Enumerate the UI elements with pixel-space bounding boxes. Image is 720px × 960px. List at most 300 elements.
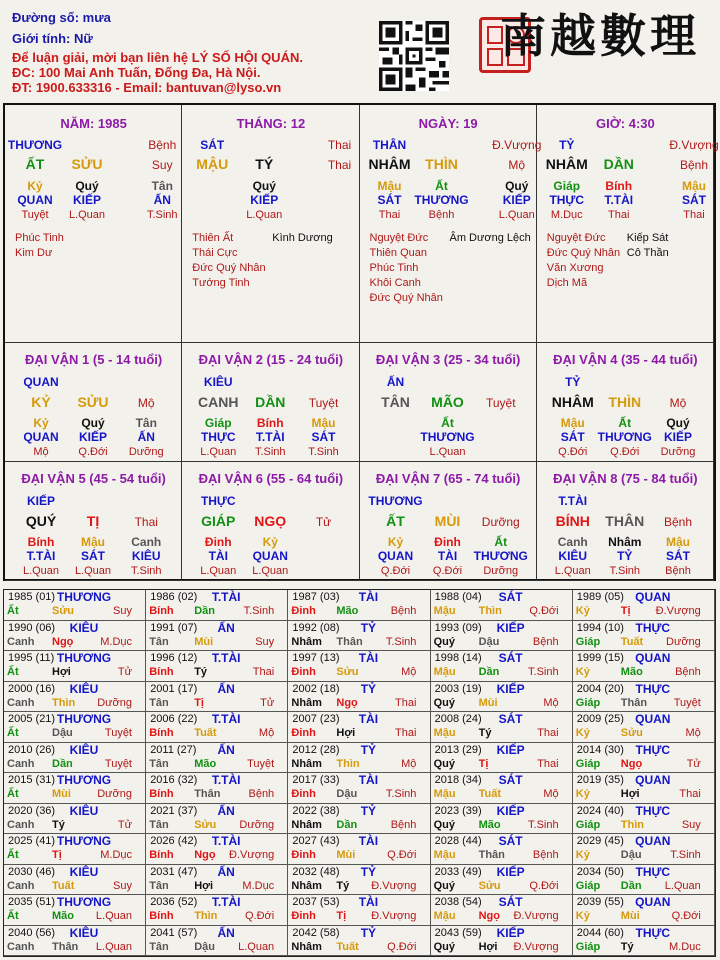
- year-cell: [146, 682, 288, 713]
- year-label: 2011 (27): [150, 743, 197, 756]
- year-ten-god: TỶ: [360, 681, 377, 696]
- year-ten-god: KIẾP: [496, 803, 525, 818]
- year-ten-god: ẤN: [217, 681, 235, 696]
- year-label: 2020 (36): [8, 804, 56, 817]
- hidden-stem: Kỷ: [33, 416, 49, 430]
- year-cell: [431, 621, 573, 652]
- year-branch: Dần: [478, 666, 500, 678]
- year-stage: Thai: [252, 666, 275, 678]
- year-stem: Canh: [7, 940, 35, 953]
- year-cell: [146, 804, 288, 835]
- year-branch: Ngọ: [620, 757, 643, 770]
- year-stem: Mậu: [433, 910, 456, 922]
- year-branch: Thìn: [194, 910, 218, 922]
- year-branch: Ngọ: [478, 910, 500, 922]
- year-stage: Đ.Vượng: [513, 910, 559, 922]
- hidden-stage: L.Quan: [200, 565, 237, 577]
- hidden-stage: Thai: [683, 209, 705, 221]
- pillar-4: [537, 105, 719, 343]
- ten-god: TỶ: [565, 375, 581, 389]
- ten-god: TỶ: [559, 138, 575, 152]
- luck-title: ĐẠI VẬN 6 (55 - 64 tuổi): [198, 471, 344, 486]
- year-stem: Kỷ: [575, 910, 590, 922]
- year-stage: Suy: [681, 818, 701, 831]
- shen-sha: Đức Quý Nhân: [369, 292, 443, 304]
- year-stem: Bính: [149, 788, 174, 800]
- year-ten-god: TỶ: [360, 803, 377, 818]
- year-cell: [288, 590, 430, 621]
- year-label: 1990 (06): [8, 621, 56, 634]
- earthly-branch: SỬU: [71, 156, 103, 172]
- hidden-stem: Đinh: [204, 535, 232, 549]
- year-stem: Nhâm: [291, 879, 322, 892]
- year-branch: Tuất: [336, 940, 359, 953]
- year-branch: Dậu: [194, 940, 215, 953]
- year-ten-god: ẤN: [217, 620, 235, 635]
- year-label: 2014 (30): [576, 743, 624, 756]
- year-ten-god: TỶ: [360, 742, 377, 757]
- year-branch: Tị: [620, 605, 631, 617]
- year-stem: Giáp: [575, 879, 601, 892]
- hidden-stem: Quý: [81, 416, 105, 430]
- year-branch: Tị: [478, 757, 489, 770]
- hidden-ten-god: T.TÀI: [26, 549, 56, 563]
- year-ten-god: KIÊU: [69, 742, 99, 757]
- pillar-3: [360, 105, 542, 343]
- branch-state: Mộ: [508, 158, 526, 172]
- year-label: 2038 (54): [434, 896, 482, 908]
- year-branch: Sửu: [478, 879, 501, 892]
- luck-title: ĐẠI VẬN 1 (5 - 14 tuổi): [25, 352, 163, 367]
- hidden-ten-god: SÁT: [81, 549, 105, 563]
- hidden-stem: Giáp: [204, 416, 232, 430]
- year-label: 2016 (32): [150, 774, 198, 786]
- year-branch: Mão: [478, 818, 501, 831]
- shen-sha: Thiên Ất: [192, 232, 234, 244]
- hidden-ten-god: THƯƠNG: [473, 549, 528, 563]
- luck-title: ĐẠI VẬN 4 (35 - 44 tuổi): [553, 352, 698, 367]
- contact-invite: Để luận giải, mời bạn liên hệ LÝ SỐ HỘI QUÁN.: [12, 50, 303, 65]
- year-label: 1988 (04): [434, 591, 482, 603]
- year-cell: [288, 682, 430, 713]
- year-ten-god: TÀI: [358, 590, 379, 604]
- year-cell: [573, 651, 715, 682]
- hidden-stem: Mậu: [377, 179, 402, 193]
- year-label: 2032 (48): [292, 865, 340, 878]
- year-label: 1993 (09): [434, 621, 482, 634]
- year-branch: Tị: [52, 849, 62, 861]
- luck-pillar-1: [5, 343, 182, 462]
- hidden-stem: Kỷ: [387, 535, 404, 549]
- ten-god: KIẾP: [26, 494, 56, 508]
- year-stem: Canh: [7, 635, 35, 648]
- luck-pillar-6: [182, 462, 359, 581]
- year-stem: Kỷ: [575, 727, 590, 739]
- year-cell: [4, 621, 146, 652]
- heavenly-stem: TÂN: [381, 394, 410, 410]
- annual-luck-table: [3, 589, 716, 957]
- year-branch: Hợi: [194, 879, 214, 892]
- hidden-stem: Giáp: [553, 179, 581, 193]
- heavenly-stem: NHÂM: [545, 156, 588, 172]
- year-cell: [4, 743, 146, 774]
- year-stage: Q.Đới: [387, 940, 417, 953]
- hidden-stem: Mậu: [311, 416, 336, 430]
- luck-pillar-5: [5, 462, 182, 581]
- shen-sha: Nguyệt Đức: [369, 232, 429, 244]
- hidden-stem: Bính: [256, 416, 284, 430]
- hidden-stem: Bính: [27, 535, 55, 549]
- shen-sha: Dịch Mã: [546, 277, 588, 289]
- year-stage: Dưỡng: [666, 635, 701, 648]
- year-label: 2043 (59): [434, 926, 482, 939]
- hidden-stem: Mậu: [560, 416, 585, 430]
- branch-state: Thai: [134, 515, 158, 529]
- year-stem: Kỷ: [575, 666, 590, 678]
- year-cell: [573, 804, 715, 835]
- hidden-ten-god: QUAN: [17, 193, 53, 207]
- year-stem: Mậu: [433, 788, 456, 800]
- year-ten-god: THỰC: [635, 681, 671, 696]
- earthly-branch: DẦN: [255, 394, 286, 410]
- luck-title: ĐẠI VẬN 5 (45 - 54 tuổi): [21, 471, 166, 486]
- hidden-stage: Mộ: [33, 446, 49, 458]
- year-stage: T.Sinh: [670, 849, 701, 861]
- year-label: 1998 (14): [434, 652, 482, 664]
- heavenly-stem: NHÂM: [551, 394, 594, 410]
- year-stage: Tử: [117, 666, 132, 678]
- year-stage: L.Quan: [95, 940, 132, 953]
- branch-state: Tử: [315, 515, 332, 529]
- year-label: 2028 (44): [434, 835, 482, 847]
- hidden-stem: Bính: [605, 179, 633, 193]
- year-label: 2000 (16): [8, 682, 56, 695]
- earthly-branch: NGỌ: [254, 513, 287, 529]
- year-branch: Dậu: [336, 788, 358, 800]
- year-branch: Sửu: [620, 727, 643, 739]
- year-label: 2003 (19): [434, 682, 482, 695]
- year-label: 2024 (40): [576, 804, 624, 817]
- year-cell: [573, 926, 715, 957]
- hidden-ten-god: KIẾP: [663, 430, 693, 444]
- year-branch: Mùi: [478, 696, 498, 709]
- address-line: ĐC: 100 Mai Anh Tuấn, Đống Đa, Hà Nội.: [12, 65, 261, 80]
- ten-god: THƯƠNG: [368, 494, 423, 508]
- year-cell: [146, 834, 288, 865]
- year-stage: Bệnh: [390, 818, 417, 831]
- year-branch: Tý: [478, 727, 492, 739]
- chart-grid: [3, 103, 719, 581]
- year-stem: Đinh: [291, 666, 316, 678]
- year-stem: Nhâm: [291, 818, 322, 831]
- ten-god: ẤN: [386, 375, 405, 389]
- year-label: 2042 (58): [292, 926, 340, 939]
- shen-sha: Kình Dương: [272, 232, 333, 244]
- shen-sha: Văn Xương: [546, 262, 604, 274]
- hidden-stage: T.Sinh: [254, 446, 286, 458]
- year-stem: Bính: [149, 666, 174, 678]
- year-cell: [431, 773, 573, 804]
- hidden-stage: Q.Đới: [380, 565, 411, 577]
- year-ten-god: THƯƠNG: [56, 712, 112, 726]
- year-cell: [4, 926, 146, 957]
- year-ten-god: ẤN: [217, 742, 235, 757]
- year-ten-god: ẤN: [217, 864, 235, 879]
- year-ten-god: KIÊU: [69, 681, 99, 696]
- heavenly-stem: CANH: [198, 394, 239, 410]
- year-cell: [4, 651, 146, 682]
- ten-god: THỰC: [200, 494, 236, 508]
- year-stem: Tân: [149, 818, 169, 831]
- hidden-stage: Q.Đới: [78, 446, 108, 458]
- year-branch: Dậu: [620, 849, 642, 861]
- year-cell: [4, 834, 146, 865]
- shen-sha: Phúc Tinh: [369, 262, 419, 274]
- year-branch: Thân: [52, 940, 79, 953]
- year-label: 2044 (60): [576, 926, 624, 939]
- year-stem: Ất: [7, 605, 19, 617]
- year-label: 1999 (15): [576, 652, 624, 664]
- pillar-title: GIỜ: 4:30: [595, 116, 655, 131]
- year-cell: [4, 682, 146, 713]
- hidden-stem: Đinh: [434, 535, 461, 549]
- brand-logo: 南越數理: [500, 9, 700, 63]
- hidden-stem: Canh: [557, 535, 588, 549]
- year-ten-god: SÁT: [498, 590, 523, 604]
- hidden-ten-god: ẤN: [137, 430, 155, 444]
- year-branch: Mão: [620, 666, 643, 678]
- year-label: 2037 (53): [292, 896, 340, 908]
- year-stage: Q.Đới: [244, 910, 275, 922]
- hidden-stem: Ất: [618, 416, 632, 430]
- branch-state: Thai: [327, 158, 352, 172]
- ten-god: THƯƠNG: [7, 138, 63, 152]
- year-stem: Quý: [433, 635, 455, 648]
- hidden-stem: Ất: [441, 416, 454, 430]
- branch-state: Suy: [151, 158, 173, 172]
- year-label: 2010 (26): [8, 743, 56, 756]
- year-ten-god: SÁT: [498, 712, 523, 726]
- year-stage: L.Quan: [95, 910, 132, 922]
- year-stage: Mộ: [543, 788, 559, 800]
- year-stem: Quý: [433, 818, 455, 831]
- year-ten-god: TỶ: [360, 864, 377, 879]
- year-label: 1991 (07): [150, 621, 198, 634]
- year-stage: Mộ: [401, 666, 417, 678]
- year-stage: Thai: [537, 757, 559, 770]
- year-ten-god: TÀI: [358, 895, 379, 909]
- branch-state: Dưỡng: [481, 515, 520, 529]
- year-stem: Quý: [433, 940, 455, 953]
- year-stage: Đ.Vượng: [371, 879, 417, 892]
- year-ten-god: KIẾP: [496, 864, 525, 879]
- luck-title: ĐẠI VẬN 3 (25 - 34 tuổi): [375, 352, 521, 367]
- year-label: 2021 (37): [150, 804, 198, 817]
- year-stage: Bệnh: [532, 635, 559, 648]
- year-ten-god: QUAN: [635, 895, 671, 909]
- year-cell: [4, 590, 146, 621]
- year-stage: T.Sinh: [385, 788, 417, 800]
- year-cell: [573, 865, 715, 896]
- year-stem: Đinh: [291, 849, 316, 861]
- year-stem: Ất: [7, 910, 19, 922]
- shen-sha: Kiếp Sát: [626, 232, 669, 244]
- year-cell: [146, 621, 288, 652]
- year-stage: Suy: [113, 879, 132, 892]
- year-ten-god: KIẾP: [496, 681, 525, 696]
- year-ten-god: T.TÀI: [211, 895, 241, 909]
- hidden-ten-god: SÁT: [560, 430, 585, 444]
- hidden-stage: T.Sinh: [609, 565, 641, 577]
- year-stem: Giáp: [575, 696, 601, 709]
- year-ten-god: KIÊU: [69, 620, 99, 635]
- year-branch: Thân: [620, 696, 648, 709]
- year-ten-god: TÀI: [358, 651, 379, 665]
- year-ten-god: THƯƠNG: [56, 834, 112, 848]
- year-label: 2030 (46): [8, 865, 56, 878]
- stage: Bệnh: [148, 138, 177, 152]
- heavenly-stem: ẤT: [386, 513, 405, 529]
- year-stem: Mậu: [433, 727, 456, 739]
- hidden-stage: L.Quan: [252, 565, 289, 577]
- year-cell: [146, 865, 288, 896]
- year-ten-god: TỶ: [360, 620, 377, 635]
- hidden-stem: Mậu: [81, 535, 105, 549]
- year-label: 1986 (02): [150, 591, 198, 603]
- year-ten-god: THƯƠNG: [56, 895, 112, 909]
- year-branch: Hợi: [336, 727, 356, 739]
- year-stage: T.Sinh: [243, 605, 275, 617]
- year-ten-god: THỰC: [635, 742, 671, 757]
- ten-god: T.TÀI: [558, 494, 588, 508]
- hidden-ten-god: T.TÀI: [604, 193, 634, 207]
- hidden-stage: Tuyệt: [21, 209, 49, 221]
- qr-code-icon[interactable]: [379, 21, 449, 91]
- year-branch: Tuất: [620, 635, 644, 648]
- hidden-ten-god: QUAN: [252, 549, 288, 563]
- year-label: 2009 (25): [576, 713, 624, 725]
- hidden-stem: Ất: [494, 535, 508, 549]
- year-label: 1995 (11): [8, 652, 55, 664]
- hidden-stem: Quý: [666, 416, 690, 430]
- hidden-ten-god: KIÊU: [558, 549, 588, 563]
- year-branch: Thìn: [620, 818, 645, 831]
- year-cell: [431, 651, 573, 682]
- year-ten-god: QUAN: [635, 590, 671, 604]
- year-label: 2017 (33): [292, 774, 340, 786]
- year-stage: L.Quan: [238, 940, 275, 953]
- hidden-stage: L.Quan: [429, 446, 466, 458]
- year-ten-god: QUAN: [635, 712, 671, 726]
- year-cell: [288, 804, 430, 835]
- branch-state: Tuyệt: [485, 396, 516, 410]
- year-ten-god: T.TÀI: [211, 590, 241, 604]
- year-ten-god: KIẾP: [496, 742, 525, 757]
- hidden-stem: Mậu: [666, 535, 690, 549]
- year-stem: Mậu: [433, 605, 456, 617]
- year-stem: Đinh: [291, 788, 316, 800]
- hidden-stem: Kỷ: [27, 179, 43, 193]
- year-ten-god: THỰC: [635, 803, 671, 818]
- year-stem: Nhâm: [291, 757, 322, 770]
- year-stem: Đinh: [291, 605, 316, 617]
- year-stem: Quý: [433, 757, 455, 770]
- hidden-ten-god: KIẾP: [78, 430, 108, 444]
- year-stem: Canh: [7, 879, 35, 892]
- year-ten-god: KIẾP: [496, 925, 525, 940]
- year-cell: [288, 834, 430, 865]
- hidden-stem: Quý: [505, 179, 529, 193]
- year-ten-god: THƯƠNG: [56, 590, 112, 604]
- year-branch: Thân: [478, 849, 505, 861]
- year-branch: Mùi: [620, 910, 640, 922]
- shen-sha: Nguyệt Đức: [546, 232, 606, 244]
- shen-sha: Phúc Tinh: [15, 232, 64, 244]
- year-cell: [4, 804, 146, 835]
- year-stem: Kỷ: [575, 788, 590, 800]
- heavenly-stem: GIÁP: [201, 513, 236, 529]
- year-label: 2008 (24): [434, 713, 482, 725]
- year-cell: [146, 926, 288, 957]
- year-branch: Mùi: [336, 849, 356, 861]
- hidden-stage: T.Sinh: [130, 565, 162, 577]
- year-ten-god: KIÊU: [69, 925, 99, 940]
- year-label: 2023 (39): [434, 804, 482, 817]
- hidden-ten-god: QUAN: [377, 549, 414, 563]
- year-label: 1989 (05): [576, 591, 624, 603]
- year-cell: [288, 712, 430, 743]
- year-ten-god: T.TÀI: [211, 773, 241, 787]
- hidden-ten-god: TÀI: [208, 549, 228, 563]
- hidden-ten-god: KIẾP: [502, 193, 531, 207]
- year-stage: Tuyệt: [104, 727, 132, 739]
- shen-sha: Cô Thần: [626, 247, 669, 259]
- hidden-stage: L.Quan: [554, 565, 591, 577]
- hidden-stage: L.Quan: [74, 565, 112, 577]
- year-label: 2012 (28): [292, 743, 340, 756]
- year-stage: Đ.Vượng: [513, 940, 559, 953]
- year-stage: Đ.Vượng: [229, 849, 275, 861]
- year-stage: M.Dục: [100, 635, 132, 648]
- year-branch: Ngọ: [336, 696, 358, 709]
- year-cell: [431, 926, 573, 957]
- hidden-ten-god: THƯƠNG: [597, 430, 652, 444]
- hidden-stage: Dưỡng: [483, 565, 519, 577]
- year-branch: Hợi: [52, 666, 71, 678]
- year-label: 2029 (45): [576, 835, 624, 847]
- year-branch: Mùi: [194, 635, 214, 648]
- year-label: 1997 (13): [292, 652, 340, 664]
- year-ten-god: TỶ: [360, 925, 377, 940]
- luck-title: ĐẠI VẬN 8 (75 - 84 tuổi): [553, 471, 698, 486]
- year-cell: [431, 834, 573, 865]
- year-stem: Đinh: [291, 727, 316, 739]
- year-label: 2002 (18): [292, 682, 340, 695]
- year-stem: Canh: [7, 818, 35, 831]
- year-stem: Bính: [149, 849, 174, 861]
- hidden-stem: Mậu: [682, 179, 706, 193]
- year-stage: M.Dục: [100, 849, 132, 861]
- year-stage: T.Sinh: [528, 666, 559, 678]
- year-cell: [146, 590, 288, 621]
- pillar-title: NGÀY: 19: [418, 116, 478, 131]
- luck-title: ĐẠI VẬN 7 (65 - 74 tuổi): [375, 471, 521, 486]
- phone-email-line: ĐT: 1900.633316 - Email: bantuvan@lyso.vn: [12, 80, 282, 95]
- year-ten-god: THỰC: [635, 925, 671, 940]
- pillar-title: THÁNG: 12: [236, 116, 306, 131]
- year-stem: Quý: [433, 696, 455, 709]
- year-label: 2033 (49): [434, 865, 482, 878]
